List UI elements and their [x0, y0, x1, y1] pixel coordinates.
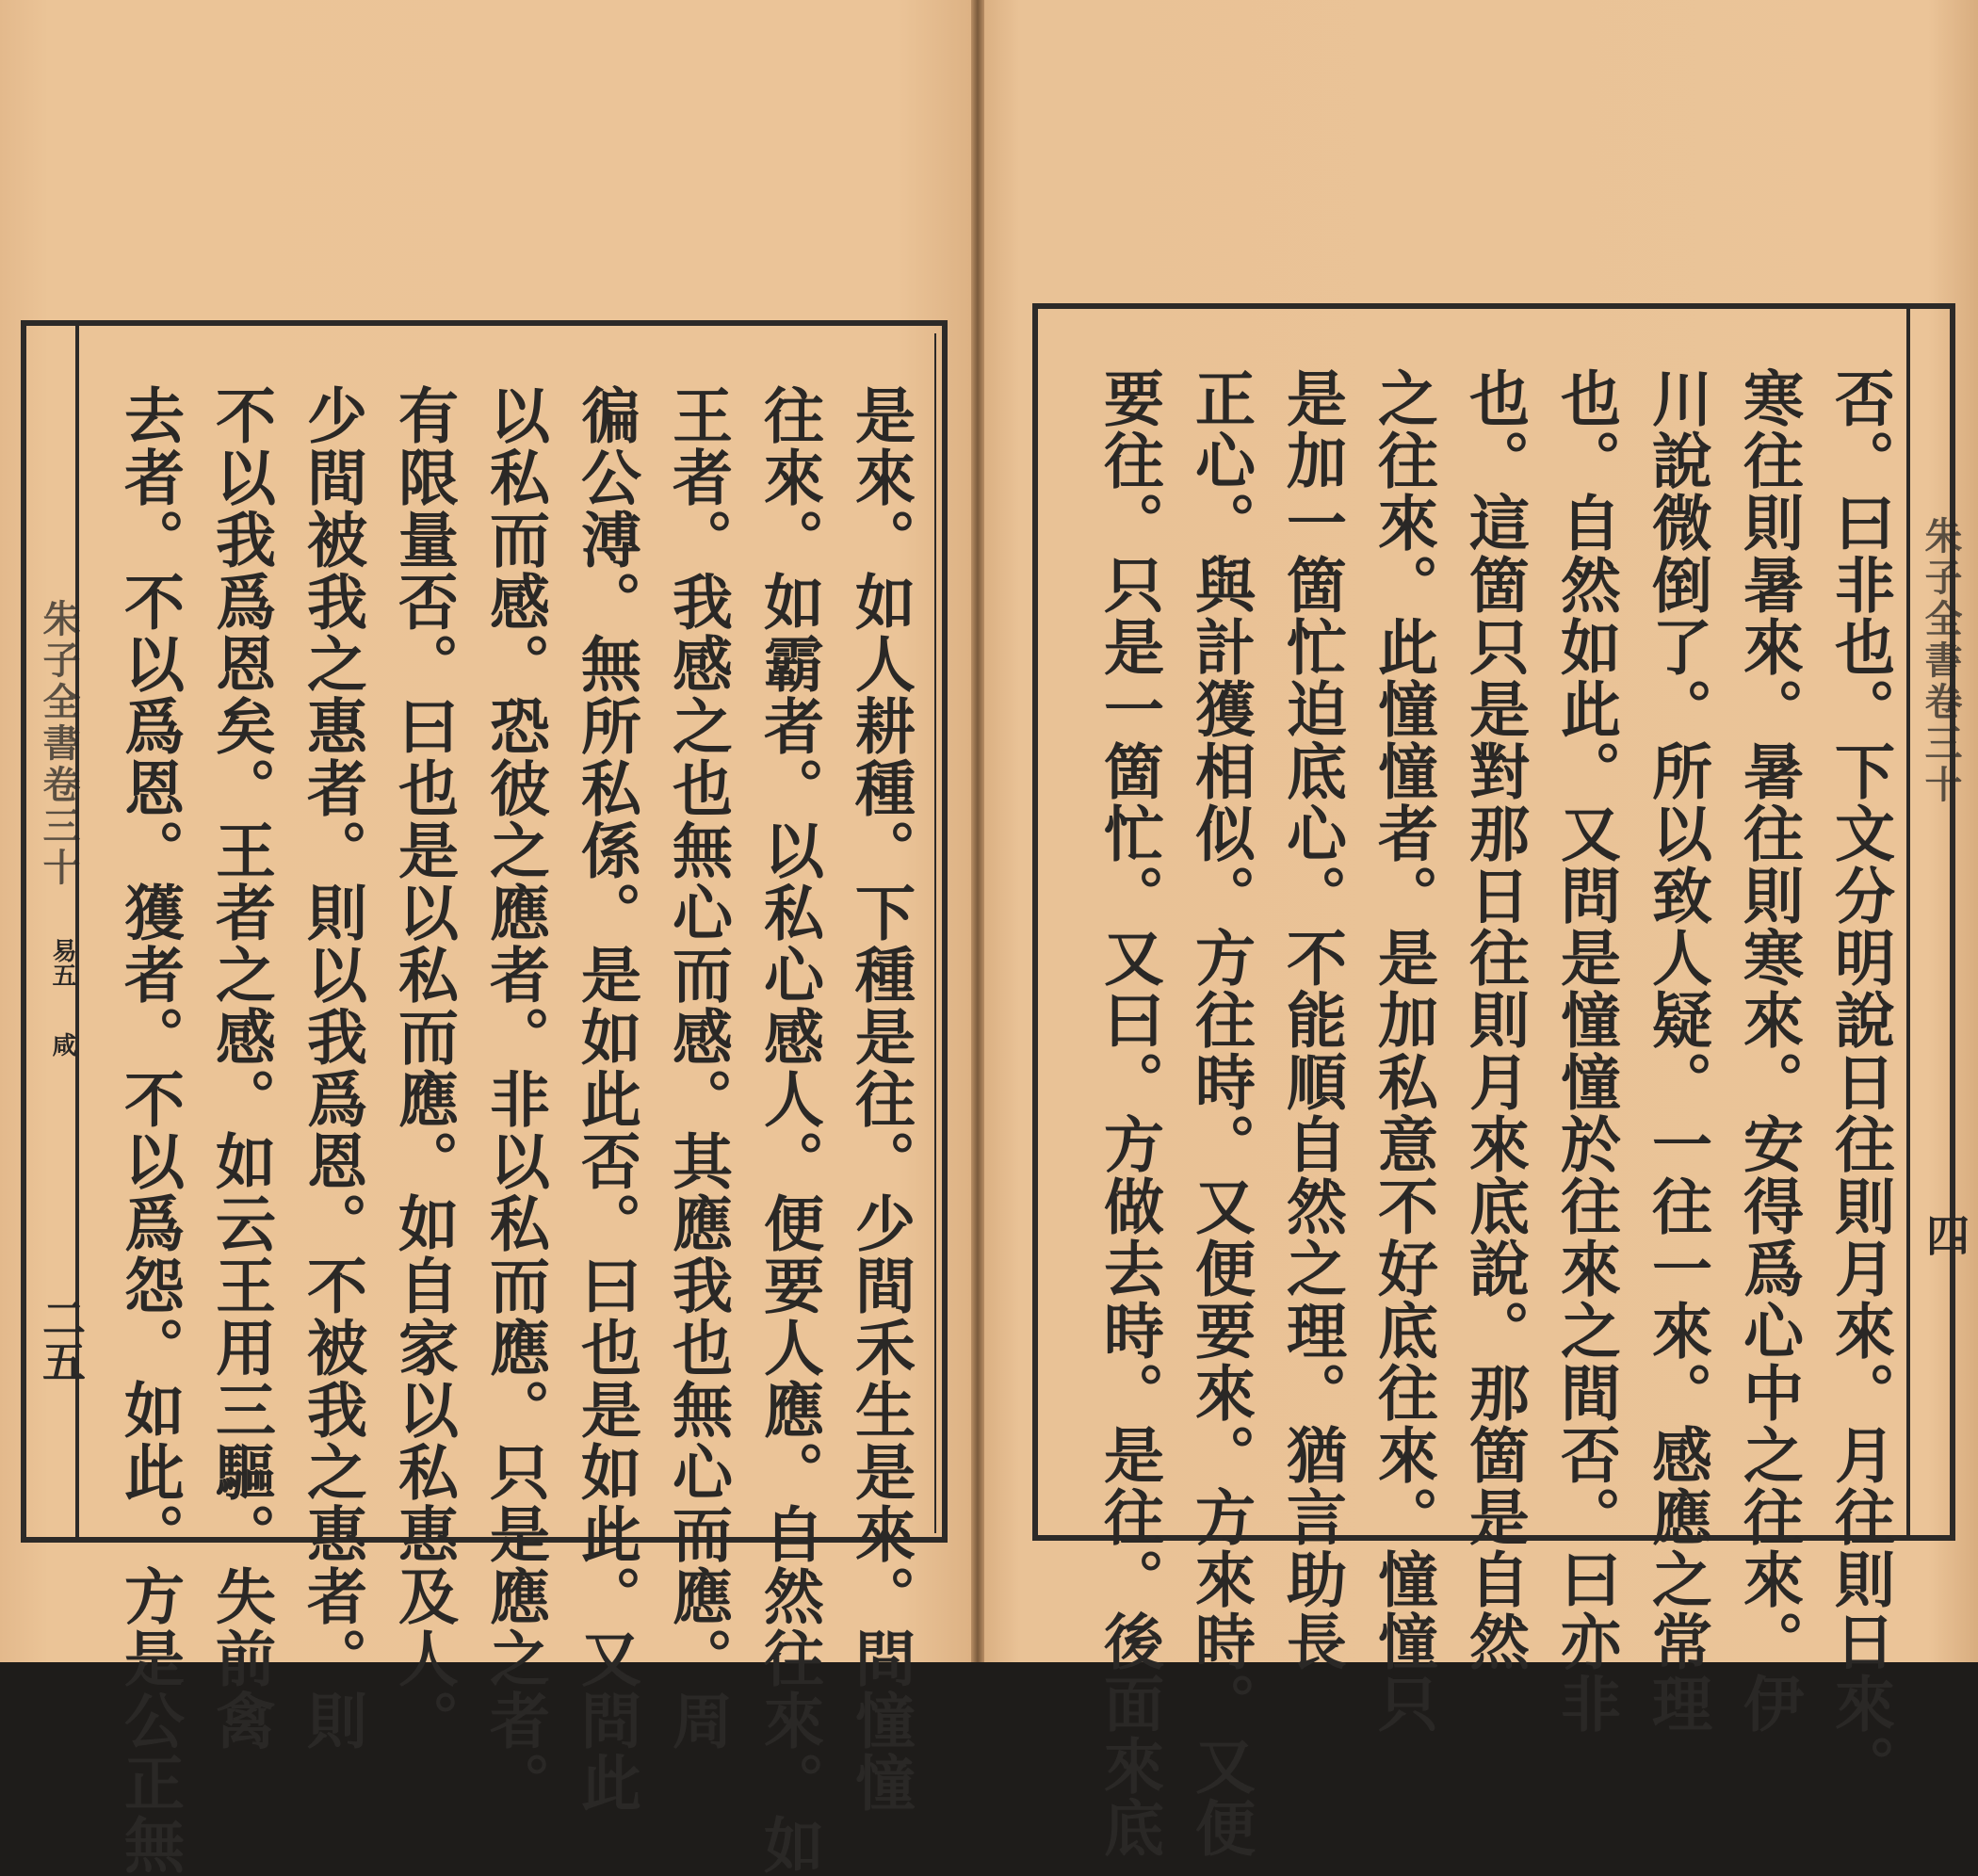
right-column-9: 要往。只是一箇忙。又曰。方做去時。是往。後面來底 [1094, 367, 1164, 1859]
right-column-4: 也。自然如此。又問是憧憧於往來之間否。曰亦非 [1550, 367, 1621, 1735]
right-column-1: 否。曰非也。下文分明說日往則月來。月往則日來。 [1824, 367, 1895, 1797]
left-column-7: 少間被我之惠者。則以我爲恩。不被我之惠者。則 [297, 384, 367, 1752]
left-text-frame [21, 320, 948, 1876]
left-column-2: 往來。如霸者。以私心感人。便要人應。自然往來。如 [754, 384, 824, 1876]
right-column-6: 之往來。此憧憧者。是加私意不好底往來。憧憧只 [1368, 367, 1438, 1735]
left-column-9: 去者。不以爲恩。獲者。不以爲怨。如此。方是公正無 [114, 384, 185, 1876]
right-column-2: 寒往則暑來。暑往則寒來。安得爲心中之往來。伊 [1733, 367, 1804, 1735]
right-column-3: 川說微倒了。所以致人疑。一往一來。感應之常理 [1642, 367, 1712, 1735]
book-gutter [971, 0, 984, 1662]
right-column-5: 也。這箇只是對那日往則月來底說。那箇是自然 [1459, 367, 1530, 1673]
right-text-frame [1032, 303, 1970, 1859]
left-inner-rule [934, 333, 936, 1533]
right-column-7: 是加一箇忙迫底心。不能順自然之理。猶言助長 [1276, 367, 1347, 1673]
left-column-1: 是來。如人耕種。下種是往。少間禾生是來。問憧憧 [845, 384, 916, 1814]
right-margin-title: 朱子全書卷三十 [1919, 516, 1963, 806]
left-column-4: 徧公溥。無所私係。是如此否。曰也是如此。又問此 [571, 384, 641, 1814]
right-margin-rule [1906, 309, 1910, 1535]
left-margin-page-number: 二五 [36, 1296, 87, 1383]
right-text-columns [1047, 367, 1905, 1859]
left-column-8: 不以我爲恩矣。王者之感。如云王用三驅。失前禽 [205, 384, 276, 1752]
left-column-6: 有限量否。曰也是以私而應。如自家以私惠及人。 [388, 384, 459, 1752]
right-margin-page-number: 四 [1920, 1213, 1970, 1256]
left-margin-section: 易五 [48, 938, 76, 987]
right-column-8: 正心。與計獲相似。方往時。又便要來。方來時。又便 [1185, 367, 1256, 1859]
left-column-5: 以私而感。恐彼之應者。非以私而應。只是應之者。 [479, 384, 550, 1814]
left-column-3: 王者。我感之也無心而感。其應我也無心而應。周 [662, 384, 733, 1752]
left-margin-title: 朱子全書卷三十 [37, 599, 81, 889]
left-text-columns [87, 384, 934, 1876]
left-margin-chapter: 咸 [48, 1032, 76, 1057]
